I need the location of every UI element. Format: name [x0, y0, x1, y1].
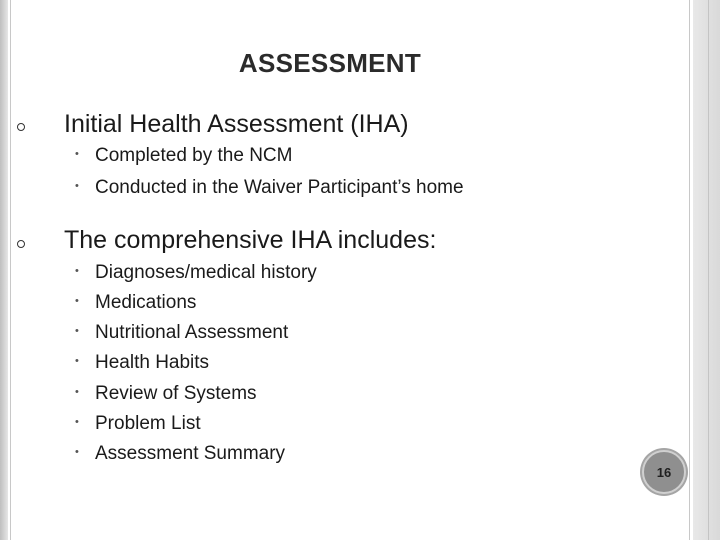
bullet-item: Assessment Summary [95, 443, 286, 464]
bullet-item: Nutritional Assessment [95, 322, 289, 343]
circle-bullet-icon [17, 123, 25, 131]
bullet-item: Review of Systems [95, 383, 257, 404]
slide-title: ASSESSMENT [238, 48, 422, 78]
bullet-item: Diagnoses/medical history [95, 262, 317, 283]
dot-bullet-icon: • [75, 265, 79, 277]
dot-bullet-icon: • [75, 148, 79, 160]
dot-bullet-icon: • [75, 386, 79, 398]
dot-bullet-icon: • [75, 446, 79, 458]
right-rail-line [689, 0, 690, 540]
dot-bullet-icon: • [75, 295, 79, 307]
dot-bullet-icon: • [75, 180, 79, 192]
bullet-item: Problem List [95, 413, 201, 434]
circle-bullet-icon [17, 240, 25, 248]
left-rail-line [10, 0, 11, 540]
section-heading: Initial Health Assessment (IHA) [64, 110, 409, 138]
bullet-item: Health Habits [95, 352, 210, 373]
bullet-item: Conducted in the Waiver Participant’s home [95, 177, 464, 198]
bullet-item: Completed by the NCM [95, 145, 293, 166]
section-heading: The comprehensive IHA includes: [64, 226, 437, 254]
bullet-item: Medications [95, 292, 197, 313]
left-decorative-rail [0, 0, 8, 540]
right-rail-inner-line [708, 0, 709, 540]
dot-bullet-icon: • [75, 355, 79, 367]
dot-bullet-icon: • [75, 416, 79, 428]
dot-bullet-icon: • [75, 325, 79, 337]
right-decorative-rail [693, 0, 720, 540]
page-number-badge: 16 [642, 450, 686, 494]
